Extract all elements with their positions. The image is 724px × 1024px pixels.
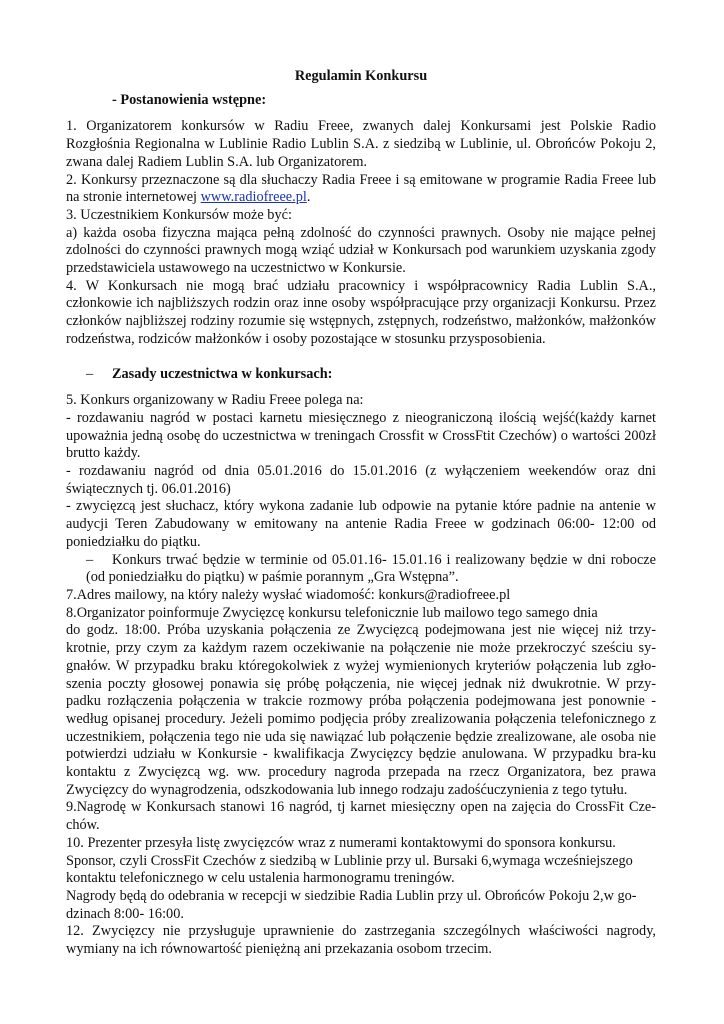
paragraph-6-duration bbox=[66, 552, 656, 587]
paragraph-10-pickup: Nagrody będą do odebrania w recepcji w siedzibie Radia Lublin przy ul. Obrońców Pokoju 2,w go-dzinach 8:00- 16:00. bbox=[66, 887, 637, 922]
paragraph-2-text: 2. Konkursy przeznaczone są dla słuchaczy Radia Freee i są emitowane w programie Radia Freee lub na stronie internetowej bbox=[66, 171, 656, 206]
document-page bbox=[66, 68, 656, 959]
paragraph-5b-dates: - rozdawaniu nagród od dnia 05.01.2016 do 15.01.2016 (z wyłączeniem weekendów oraz dni świątecznych tj. 06.01.2016) bbox=[66, 463, 656, 497]
paragraph-2-end: . bbox=[306, 189, 311, 206]
paragraph-5a-prizes: - rozdawaniu nagród w postaci karnetu miesięcznego z nieograniczoną ilością wejść(każdy karnet upoważnia jedną osobę do uczestnictwa w treningach Crossfit w CrossFtit Czechów) o wartości 200zł brutto każdy. bbox=[66, 409, 656, 462]
paragraph-6-dash: – bbox=[86, 551, 94, 568]
paragraph-10-sponsor: Sponsor, czyli CrossFit Czechów z siedzibą w Lublinie przy ul. Bursaki 6,wymaga wcześniejszego kontaktu telefonicznego w celu ustalenia harmonogramu treningów. bbox=[66, 852, 633, 887]
paragraph-7-email: 7.Adres mailowy, na który należy wysłać wiadomość: konkurs@radiofreee.pl bbox=[66, 586, 511, 603]
paragraph-8-procedure: do godz. 18:00. Próba uzyskania połączenia ze Zwycięzcą podejmowana jest nie więcej niż trzy-krotnie, przy czym za każdym razem oczekiwanie na połączenie nie może przekroczyć sześciu sy-gnałów. W przypadku braku któregokolwiek z wyżej wymienionych kryteriów połączenia lub zgło-szenia poczty głosowej ponawia się próbę połączenia, nie więcej jednak niż dwukrotnie. W przy-padku rozłączenia połączenia w trakcie rozmowy próba połączenia podejmowana jest ponownie - według opisanej procedury. Jeżeli pomimo podjęcia próby zrealizowania połączenia telefonicznego z uczestnikiem, połączenia tego nie uda się nawiązać lub połączenie będzie zrealizowane, ale osoba nie potwierdzi udziału w Konkursie - kwalifikacja Zwycięzcy będzie anulowana. W przypadku bra-ku kontaktu z Zwycięzcą wg. ww. procedury nagroda przepada na rzecz Organizatora, bez prawa Zwycięzcy do wynagrodzenia, odszkodowania lub innego rodzaju zadośćuczynienia z tego tytułu. bbox=[66, 622, 656, 798]
paragraph-3-participants: 3. Uczestnikiem Konkursów może być: bbox=[66, 206, 292, 223]
document-title: Regulamin Konkursu bbox=[294, 68, 428, 84]
paragraph-9-prize: 9.Nagrodę w Konkursach stanowi 16 nagród, tj karnet miesięczny open na zajęcia do CrossFit Cze-chów. bbox=[66, 799, 656, 834]
paragraph-2-audience bbox=[66, 172, 656, 207]
paragraph-8-notification: 8.Organizator poinformuje Zwycięzcę konkursu telefonicznie lub mailowo tego samego dnia bbox=[66, 604, 598, 621]
website-link[interactable]: www.radiofreee.pl bbox=[200, 189, 307, 206]
paragraph-10-presenter: 10. Prezenter przesyła listę zwycięzców wraz z numerami kontaktowymi do sponsora konkursu. bbox=[66, 834, 616, 851]
section-heading-rules-text: Zasady uczestnictwa w konkursach: bbox=[112, 365, 333, 382]
section-spacer bbox=[66, 349, 656, 366]
paragraph-5-contest: 5. Konkurs organizowany w Radiu Freee polega na: bbox=[66, 392, 364, 409]
paragraph-3a-natural-person: a) każda osoba fizyczna mająca pełną zdolność do czynności prawnych. Osoby nie mające pełnej zdolności do czynności prawnych mogą wziąć udział w Konkursach pod warunkiem uzyskania zgody przedstawiciela ustawowego na uczestnictwo w Konkursie. bbox=[66, 224, 656, 277]
section-heading-rules bbox=[86, 366, 656, 384]
section-dash: – bbox=[86, 365, 94, 382]
paragraph-12-restrictions: 12. Zwycięzcy nie przysługuje uprawnienie do zastrzegania szczególnych właściwości nagrody, wymiany na ich równowartość pieniężną ani przekazania osobom trzecim. bbox=[66, 923, 656, 958]
section-heading-general: - Postanowienia wstępne: bbox=[112, 91, 267, 108]
paragraph-4-exclusions: 4. W Konkursach nie mogą brać udziału pracownicy i współpracownicy Radia Lublin S.A., członkowie ich najbliższych rodzin oraz inne osoby współpracujące przy organizacji Konkursu. Przez członków najbliższej rodziny rozumie się wstępnych, zstępnych, rodzeństwo, małżonków, małżonków rodzeństwa, rodziców małżonków i osoby pozostające w stosunku przysposobienia. bbox=[66, 277, 656, 347]
paragraph-6-text: Konkurs trwać będzie w terminie od 05.01.16- 15.01.16 i realizowany będzie w dni robocze (od poniedziałku do piątku) w paśmie porannym „Gra Wstępna”. bbox=[86, 551, 656, 586]
paragraph-1-organizer: 1. Organizatorem konkursów w Radiu Freee, zwanych dalej Konkursami jest Polskie Radio Rozgłośnia Regionalna w Lublinie Radio Lublin S.A. z siedzibą w Lublinie, ul. Obrońców Pokoju 2, zwana dalej Radiem Lublin S.A. lub Organizatorem. bbox=[66, 118, 656, 170]
paragraph-5c-winner: - zwycięzcą jest słuchacz, który wykona zadanie lub odpowie na pytanie które padnie na antenie w audycji Teren Zabudowany w emitowany na antenie Radia Freee w godzinach 06:00- 12:00 od poniedziałku do piątku. bbox=[66, 498, 656, 550]
